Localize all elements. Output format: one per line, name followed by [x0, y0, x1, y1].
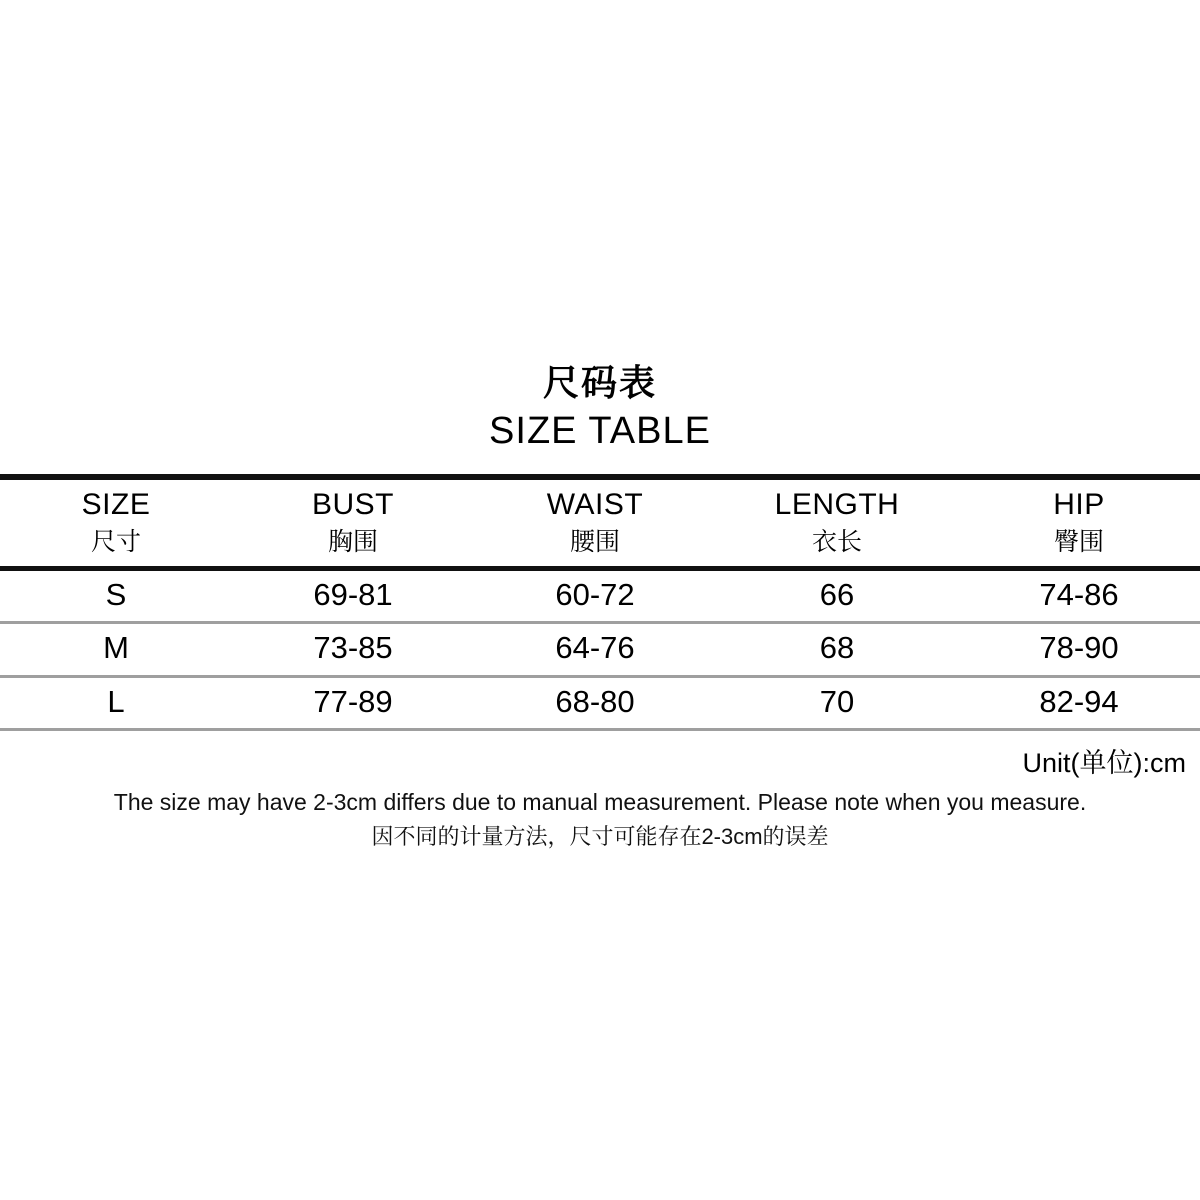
cell-hip: 74-86 — [958, 569, 1200, 623]
cell-size: S — [0, 569, 232, 623]
column-header-length-en: LENGTH — [774, 488, 900, 522]
column-header-bust — [232, 477, 474, 569]
measurement-note-cn: 因不同的计量方法，尺寸可能存在2-3cm的误差 — [371, 824, 829, 850]
cell-waist: 68-80 — [474, 676, 716, 729]
cell-length: 70 — [716, 676, 958, 729]
measurement-note — [0, 786, 1200, 853]
size-table — [0, 474, 1200, 730]
column-header-bust-en: BUST — [311, 488, 394, 522]
cell-size: L — [0, 676, 232, 729]
column-header-hip — [958, 477, 1200, 569]
cell-hip: 78-90 — [958, 623, 1200, 676]
chart-title-block — [0, 360, 1200, 456]
page-title-cn: 尺码表 — [542, 362, 657, 403]
table-row — [0, 569, 1200, 623]
table-head — [0, 477, 1200, 569]
column-header-waist-cn: 腰围 — [569, 527, 620, 556]
measurement-note-en: The size may have 2-3cm differs due to manual measurement. Please note when you measure. — [113, 788, 1087, 815]
cell-length: 68 — [716, 623, 958, 676]
column-header-waist-en: WAIST — [546, 488, 644, 522]
column-header-bust-cn: 胸围 — [327, 527, 378, 556]
column-header-length — [716, 477, 958, 569]
table-header-row — [0, 477, 1200, 569]
unit-label: Unit(单位):cm — [1022, 747, 1186, 778]
cell-bust: 73-85 — [232, 623, 474, 676]
column-header-hip-en: HIP — [1053, 488, 1105, 522]
table-row — [0, 623, 1200, 676]
column-header-waist — [474, 477, 716, 569]
column-header-size-en: SIZE — [81, 488, 151, 522]
cell-bust: 77-89 — [232, 676, 474, 729]
cell-hip: 82-94 — [958, 676, 1200, 729]
cell-waist: 60-72 — [474, 569, 716, 623]
page-title-en: SIZE TABLE — [489, 410, 711, 452]
table-row — [0, 676, 1200, 729]
cell-bust: 69-81 — [232, 569, 474, 623]
cell-length: 66 — [716, 569, 958, 623]
cell-size: M — [0, 623, 232, 676]
size-chart — [0, 360, 1200, 853]
column-header-size — [0, 477, 232, 569]
column-header-size-cn: 尺寸 — [90, 527, 141, 556]
column-header-hip-cn: 臀围 — [1053, 527, 1104, 556]
table-body — [0, 569, 1200, 729]
column-header-length-cn: 衣长 — [811, 527, 862, 556]
cell-waist: 64-76 — [474, 623, 716, 676]
